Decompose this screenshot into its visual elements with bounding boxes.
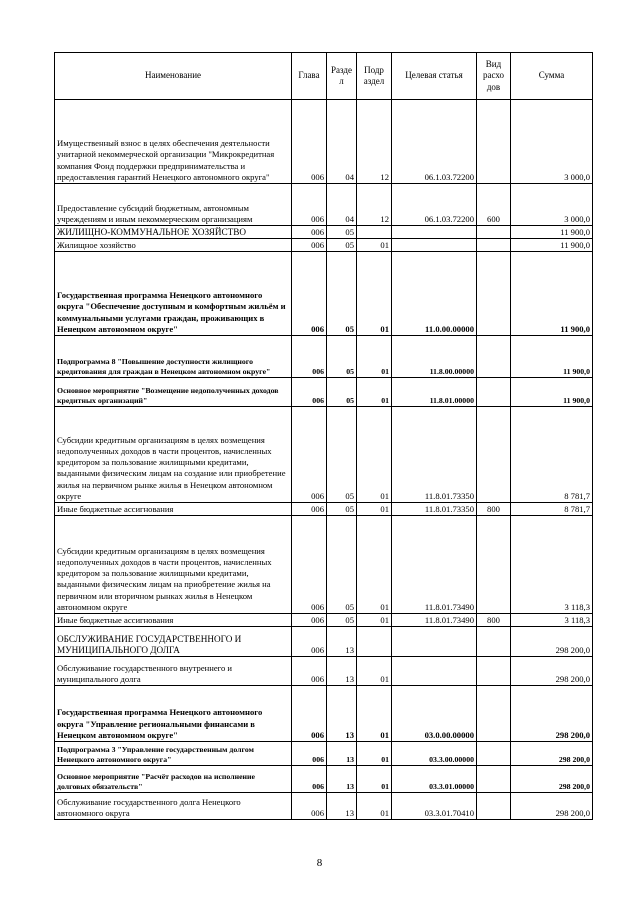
row-glava: 006 xyxy=(292,614,327,627)
row-tsel: 11.8.01.73350 xyxy=(392,503,477,516)
row-vid xyxy=(477,336,511,378)
row-vid xyxy=(477,239,511,252)
row-podrazdel: 01 xyxy=(357,503,392,516)
row-razdel: 04 xyxy=(327,100,357,184)
row-name: Основное мероприятие "Расчёт расходов на исполнение долговых обязательств" xyxy=(55,766,292,793)
row-vid xyxy=(477,100,511,184)
row-summa: 8 781,7 xyxy=(511,407,593,503)
row-razdel: 13 xyxy=(327,766,357,793)
row-vid xyxy=(477,627,511,657)
row-podrazdel: 01 xyxy=(357,252,392,336)
header-name: Наименование xyxy=(55,53,292,100)
row-glava: 006 xyxy=(292,742,327,766)
row-razdel: 05 xyxy=(327,252,357,336)
row-podrazdel: 01 xyxy=(357,336,392,378)
row-summa: 298 200,0 xyxy=(511,766,593,793)
row-podrazdel: 01 xyxy=(357,407,392,503)
row-podrazdel xyxy=(357,627,392,657)
row-summa: 3 118,3 xyxy=(511,614,593,627)
table-row xyxy=(55,614,593,627)
row-tsel: 03.3.01.00000 xyxy=(392,766,477,793)
row-summa: 298 200,0 xyxy=(511,686,593,742)
row-razdel: 05 xyxy=(327,614,357,627)
row-podrazdel: 01 xyxy=(357,657,392,686)
row-name: Подпрограмма 3 "Управление государственным долгом Ненецкого автономного округа" xyxy=(55,742,292,766)
page-number: 8 xyxy=(316,857,323,869)
row-name: Государственная программа Ненецкого автономного округа "Управление региональными финансами в Ненецком автономном округе" xyxy=(55,686,292,742)
row-name: Предоставление субсидий бюджетным, автономным учреждениям и иным некоммерческим организациям xyxy=(55,184,292,226)
row-razdel: 05 xyxy=(327,503,357,516)
row-glava: 006 xyxy=(292,503,327,516)
table-row xyxy=(55,766,593,793)
row-podrazdel: 01 xyxy=(357,516,392,614)
row-vid xyxy=(477,742,511,766)
row-glava: 006 xyxy=(292,793,327,820)
row-razdel: 05 xyxy=(327,336,357,378)
row-name: Подпрограмма 8 "Повышение доступности жилищного кредитования для граждан в Ненецком автономном округе" xyxy=(55,336,292,378)
row-razdel: 05 xyxy=(327,378,357,407)
header-summa: Сумма xyxy=(511,53,593,100)
row-summa: 3 118,3 xyxy=(511,516,593,614)
row-glava: 006 xyxy=(292,407,327,503)
row-razdel: 04 xyxy=(327,184,357,226)
row-summa: 11 900,0 xyxy=(511,336,593,378)
row-name: Обслуживание государственного внутреннего и муниципального долга xyxy=(55,657,292,686)
header-podrazdel: Подр аздел xyxy=(357,53,392,100)
row-tsel xyxy=(392,657,477,686)
row-razdel: 05 xyxy=(327,407,357,503)
row-podrazdel: 01 xyxy=(357,378,392,407)
header-tsel: Целевая статья xyxy=(392,53,477,100)
row-podrazdel: 01 xyxy=(357,686,392,742)
table-row xyxy=(55,503,593,516)
row-name: Субсидии кредитным организациям в целях возмещения недополученных доходов в части процентов, начисленных кредитором за пользование жилищными кредитами, выданными физическим лицам на создание или приобретение жилья на первичном рынке жилья в Ненецком автономном округе xyxy=(55,407,292,503)
row-razdel: 13 xyxy=(327,686,357,742)
table-row xyxy=(55,226,593,239)
row-tsel: 06.1.03.72200 xyxy=(392,100,477,184)
row-razdel: 13 xyxy=(327,627,357,657)
row-glava: 006 xyxy=(292,239,327,252)
row-vid xyxy=(477,793,511,820)
row-name: Жилищное хозяйство xyxy=(55,239,292,252)
row-summa: 3 000,0 xyxy=(511,100,593,184)
row-name: Государственная программа Ненецкого автономного округа "Обеспечение доступным и комфортным жильём и коммунальными услугами граждан, проживающих в Ненецком автономном округе" xyxy=(55,252,292,336)
budget-table xyxy=(54,52,593,820)
table-row xyxy=(55,100,593,184)
row-glava: 006 xyxy=(292,336,327,378)
row-podrazdel: 01 xyxy=(357,742,392,766)
row-tsel xyxy=(392,627,477,657)
row-tsel: 11.8.01.73350 xyxy=(392,407,477,503)
row-tsel: 11.8.01.73490 xyxy=(392,516,477,614)
row-glava: 006 xyxy=(292,100,327,184)
row-tsel xyxy=(392,226,477,239)
row-vid xyxy=(477,686,511,742)
row-razdel: 05 xyxy=(327,239,357,252)
row-podrazdel: 01 xyxy=(357,239,392,252)
header-razdel: Разде л xyxy=(327,53,357,100)
row-summa: 3 000,0 xyxy=(511,184,593,226)
row-name: Основное мероприятие "Возмещение недополученных доходов кредитных организаций" xyxy=(55,378,292,407)
row-podrazdel: 12 xyxy=(357,100,392,184)
row-summa: 11 900,0 xyxy=(511,226,593,239)
row-glava: 006 xyxy=(292,226,327,239)
row-vid xyxy=(477,407,511,503)
table-row xyxy=(55,239,593,252)
row-summa: 298 200,0 xyxy=(511,627,593,657)
table-row xyxy=(55,742,593,766)
table-row xyxy=(55,516,593,614)
row-summa: 11 900,0 xyxy=(511,252,593,336)
row-summa: 8 781,7 xyxy=(511,503,593,516)
row-glava: 006 xyxy=(292,378,327,407)
row-razdel: 05 xyxy=(327,226,357,239)
row-summa: 11 900,0 xyxy=(511,378,593,407)
table-row xyxy=(55,407,593,503)
row-glava: 006 xyxy=(292,657,327,686)
table-row xyxy=(55,627,593,657)
row-summa: 11 900,0 xyxy=(511,239,593,252)
row-razdel: 13 xyxy=(327,793,357,820)
table-row xyxy=(55,378,593,407)
row-podrazdel: 01 xyxy=(357,614,392,627)
row-podrazdel: 12 xyxy=(357,184,392,226)
table-row xyxy=(55,686,593,742)
row-summa: 298 200,0 xyxy=(511,742,593,766)
row-tsel: 03.0.00.00000 xyxy=(392,686,477,742)
header-glava: Глава xyxy=(292,53,327,100)
row-vid xyxy=(477,378,511,407)
row-glava: 006 xyxy=(292,686,327,742)
row-tsel: 03.3.01.70410 xyxy=(392,793,477,820)
table-row xyxy=(55,793,593,820)
row-tsel: 11.8.01.73490 xyxy=(392,614,477,627)
row-vid xyxy=(477,516,511,614)
row-podrazdel: 01 xyxy=(357,793,392,820)
row-summa: 298 200,0 xyxy=(511,657,593,686)
table-row xyxy=(55,252,593,336)
row-name: ОБСЛУЖИВАНИЕ ГОСУДАРСТВЕННОГО И МУНИЦИПАЛЬНОГО ДОЛГА xyxy=(55,627,292,657)
row-name: Субсидии кредитным организациям в целях возмещения недополученных доходов в части процентов, начисленных кредитором за пользование жилищными кредитами, выданными физическим лицам на приобретение жилья на первичном или вторичном рынках жилья в Ненецком автономном округе xyxy=(55,516,292,614)
row-vid xyxy=(477,766,511,793)
row-name: Имущественный взнос в целях обеспечения деятельности унитарной некоммерческой организации "Микрокредитная компания Фонд поддержки предпринимательства и предоставления гарантий Ненецкого автономного округа" xyxy=(55,100,292,184)
row-name: ЖИЛИЩНО-КОММУНАЛЬНОЕ ХОЗЯЙСТВО xyxy=(55,226,292,239)
row-glava: 006 xyxy=(292,252,327,336)
row-vid xyxy=(477,657,511,686)
row-razdel: 13 xyxy=(327,742,357,766)
table-row xyxy=(55,336,593,378)
row-name: Иные бюджетные ассигнования xyxy=(55,503,292,516)
row-podrazdel: 01 xyxy=(357,766,392,793)
row-glava: 006 xyxy=(292,184,327,226)
row-vid: 600 xyxy=(477,184,511,226)
row-razdel: 05 xyxy=(327,516,357,614)
row-tsel: 11.8.01.00000 xyxy=(392,378,477,407)
row-tsel: 06.1.03.72200 xyxy=(392,184,477,226)
row-glava: 006 xyxy=(292,516,327,614)
row-razdel: 13 xyxy=(327,657,357,686)
row-glava: 006 xyxy=(292,627,327,657)
row-tsel: 11.0.00.00000 xyxy=(392,252,477,336)
table-row xyxy=(55,657,593,686)
row-summa: 298 200,0 xyxy=(511,793,593,820)
header-vid: Вид расхо дов xyxy=(477,53,511,100)
row-vid xyxy=(477,226,511,239)
row-vid: 800 xyxy=(477,614,511,627)
header-row xyxy=(55,53,593,100)
row-name: Иные бюджетные ассигнования xyxy=(55,614,292,627)
row-vid: 800 xyxy=(477,503,511,516)
row-tsel: 03.3.00.00000 xyxy=(392,742,477,766)
row-glava: 006 xyxy=(292,766,327,793)
table-row xyxy=(55,184,593,226)
row-podrazdel xyxy=(357,226,392,239)
row-vid xyxy=(477,252,511,336)
row-tsel: 11.8.00.00000 xyxy=(392,336,477,378)
row-name: Обслуживание государственного долга Ненецкого автономного округа xyxy=(55,793,292,820)
row-tsel xyxy=(392,239,477,252)
